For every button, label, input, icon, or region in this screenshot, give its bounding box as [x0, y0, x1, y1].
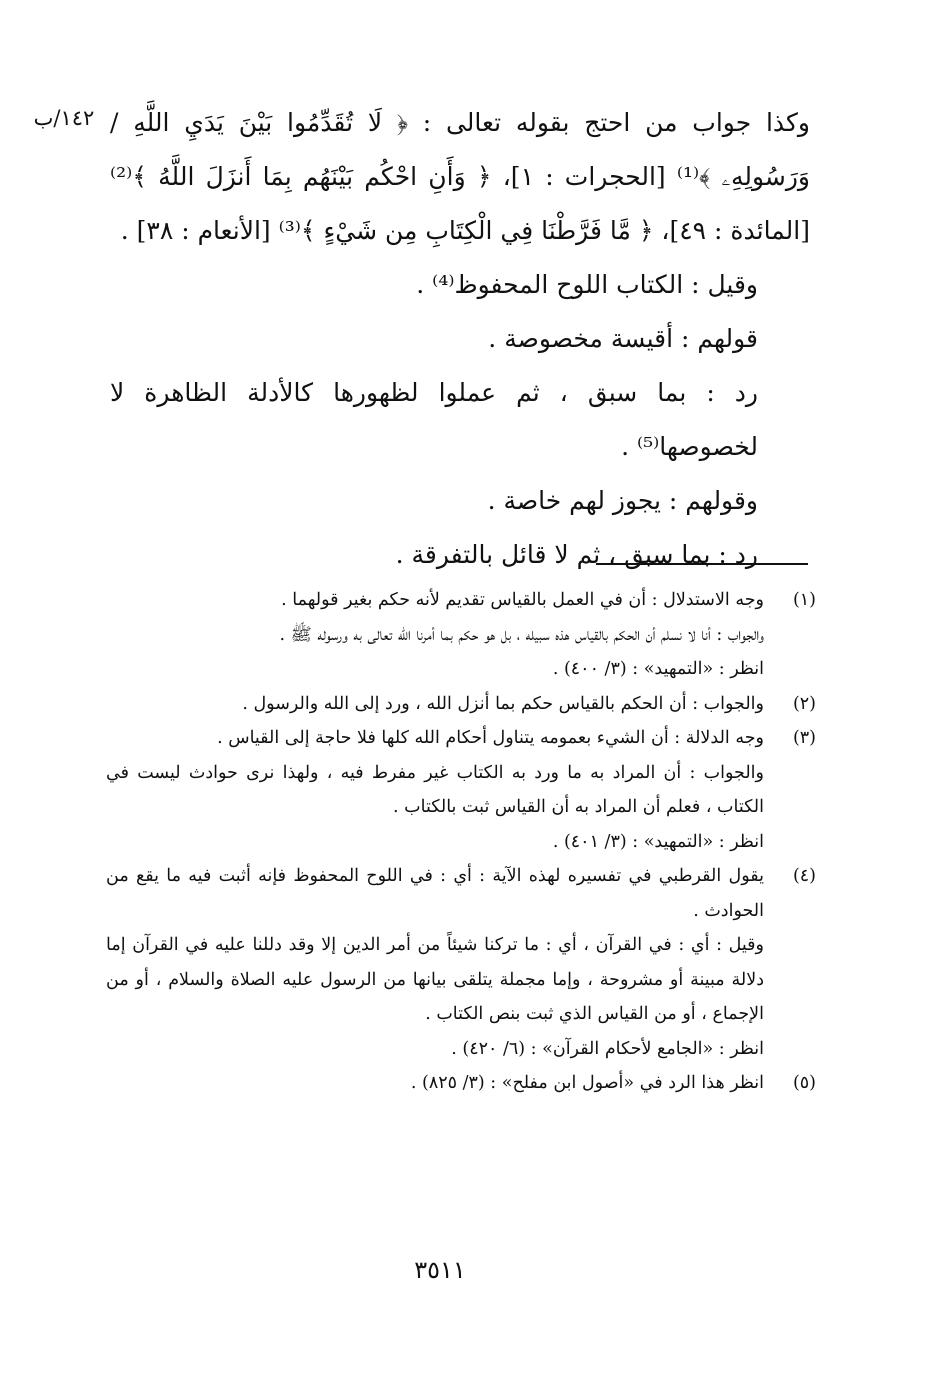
footnote-body: [106, 687, 764, 722]
footnote-paragraph: يقول القرطبي في تفسيره لهذه الآية : أي : في اللوح المحفوظ فإنه أثبت فيه ما يقع من الحوادث .: [106, 866, 764, 921]
main-line-3: قولهم : أقيسة مخصوصة .: [488, 324, 758, 353]
footnote-paragraph: انظر : «التمهيد» : (٣/ ٤٠١) .: [552, 831, 764, 852]
footnote-paragraph: وجه الدلالة : أن الشيء بعمومه يتناول أحكام الله كلها فلا حاجة إلى القياس .: [217, 728, 764, 748]
footnote-paragraph: والجواب : أنا لا نسلم أن الحكم بالقياس هذه سبيله ، بل هو حكم بما أمرنا الله تعالى به ورسوله ﷺ .: [279, 624, 764, 645]
footnotes: [106, 583, 816, 1101]
footnote-1: [106, 583, 816, 687]
footnote-4: [106, 859, 816, 1066]
margin-folio-note: ١٤٢/ب: [33, 106, 95, 130]
footnote-body: [106, 721, 764, 859]
footnote-body: [106, 859, 764, 1066]
page-number: ٣٥١١: [414, 1256, 466, 1284]
footnote-3: [106, 721, 816, 859]
footnote-body: [106, 1066, 764, 1101]
footnote-paragraph: وقيل : أي : في القرآن ، أي : ما تركنا شيئاً من أمر الدين إلا وقد دللنا عليه في القرآن إما دلالة مبينة أو مشروحة ، وإما مجملة يتلقى بيانها من الرسول عليه الصلاة والسلام ، أو من الإجماع ، أو من القياس الذي ثبت بنص الكتاب .: [106, 935, 764, 1024]
footnote-paragraph: وجه الاستدلال : أن في العمل بالقياس تقديم لأنه حكم بغير قولهما .: [281, 590, 764, 610]
main-paragraph-1: وكذا جواب من احتج بقوله تعالى : ﴿ لَا تُقَدِّمُوا بَيْنَ يَدَيِ اللَّهِ / وَرَسُولِهِۦ ﴾⁽¹⁾ [الحجرات : ١]، ﴿ وَأَنِ احْكُم بَيْنَهُم بِمَا أَنزَلَ اللَّهُ ﴾⁽²⁾ [المائدة : ٤٩]، ﴿ مَّا فَرَّطْنَا فِي الْكِتَابِ مِن شَيْءٍ ﴾⁽³⁾ [الأنعام : ٣٨] .: [110, 108, 810, 245]
footnote-divider: [596, 563, 808, 565]
main-line-5: وقولهم : يجوز لهم خاصة .: [487, 486, 758, 515]
footnote-paragraph: والجواب : أن المراد به ما ورد به الكتاب غير مفرط فيه ، ولهذا نرى حوادث ليست في الكتاب ، فعلم أن المراد به أن القياس ثبت بالكتاب .: [106, 762, 764, 817]
main-line-6: رد : بما سبق ، ثم لا قائل بالتفرقة .: [395, 540, 758, 569]
main-line-4: رد : بما سبق ، ثم عملوا لظهورها كالأدلة الظاهرة لا لخصوصها⁽⁵⁾ .: [110, 378, 758, 461]
main-line-2: وقيل : الكتاب اللوح المحفوظ⁽⁴⁾ .: [416, 270, 758, 299]
footnote-2: [106, 687, 816, 722]
footnote-number: (١): [792, 590, 816, 610]
footnote-paragraph: والجواب : أن الحكم بالقياس حكم بما أنزل الله ، ورد إلى الله والرسول .: [242, 693, 764, 714]
footnote-paragraph: انظر : «الجامع لأحكام القرآن» : (٦/ ٤٢٠) .: [451, 1038, 764, 1059]
footnote-paragraph: انظر : «التمهيد» : (٣/ ٤٠٠) .: [552, 659, 764, 679]
footnote-number: (٥): [792, 1073, 816, 1093]
main-text: [110, 96, 810, 582]
footnote-number: (٣): [792, 728, 816, 748]
footnote-paragraph: انظر هذا الرد في «أصول ابن مفلح» : (٣/ ٨٢٥) .: [410, 1073, 764, 1093]
footnote-5: [106, 1066, 816, 1101]
footnote-number: (٢): [792, 693, 816, 714]
footnote-number: (٤): [792, 866, 816, 886]
footnote-body: [106, 583, 764, 687]
